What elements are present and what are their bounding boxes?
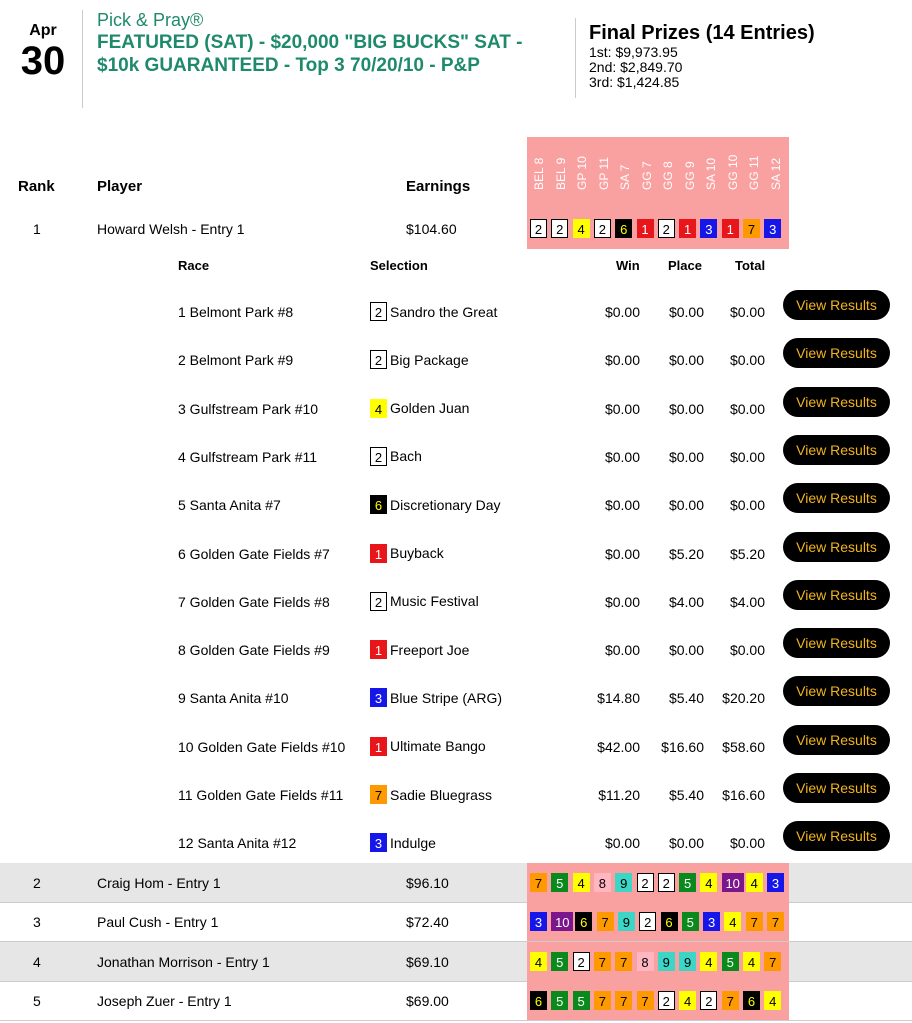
total-cell: $0.00: [729, 642, 765, 659]
post-position-badge: 5: [551, 991, 568, 1010]
place-cell: $4.00: [668, 593, 704, 610]
post-position-badge: 4: [700, 873, 717, 892]
horse-name: Indulge: [390, 834, 436, 851]
race-detail-row: [0, 491, 912, 539]
race-column-label: [744, 155, 764, 190]
total-cell: $4.00: [729, 593, 765, 610]
player-name[interactable]: Paul Cush - Entry 1: [97, 914, 219, 930]
post-position-badge: 7: [767, 912, 784, 931]
horse-name: Golden Juan: [390, 400, 470, 417]
post-position-badge: 7: [743, 219, 760, 238]
race-name: 5 Santa Anita #7: [178, 497, 281, 514]
post-position-badge: 7: [370, 785, 387, 804]
view-results-button[interactable]: View Results: [783, 676, 890, 706]
table-row[interactable]: [0, 942, 912, 982]
post-position-badge: 3: [370, 833, 387, 852]
view-results-button[interactable]: View Results: [783, 387, 890, 417]
selection-cell: [370, 302, 497, 321]
win-cell: $42.00: [597, 738, 640, 755]
race-column-text: GG 10: [725, 154, 740, 190]
race-column-text: BEL 9: [553, 157, 568, 190]
date-day: 30: [20, 39, 66, 83]
horse-name: Music Festival: [390, 593, 479, 610]
horse-name: Sandro the Great: [390, 303, 498, 320]
post-position-badge: 2: [639, 912, 656, 931]
horse-name: Bach: [390, 448, 422, 465]
place-cell: $5.40: [668, 690, 704, 707]
earnings-cell: $69.10: [406, 954, 449, 970]
race-column-text: GG 8: [661, 161, 675, 190]
race-name: 2 Belmont Park #9: [178, 352, 294, 369]
post-position-badge: 6: [743, 991, 760, 1010]
earnings-cell: $72.40: [406, 914, 449, 930]
contest-title: [97, 10, 557, 77]
race-name: 7 Golden Gate Fields #8: [178, 593, 330, 610]
win-cell: $0.00: [604, 448, 640, 465]
post-position-badge: 4: [530, 952, 547, 971]
post-position-badge: 7: [637, 991, 654, 1010]
total-cell: $16.60: [722, 787, 765, 803]
win-cell: $0.00: [604, 304, 640, 320]
race-name: 3 Gulfstream Park #10: [178, 400, 319, 417]
post-position-badge: 5: [573, 991, 590, 1010]
player-name[interactable]: Howard Welsh - Entry 1: [97, 221, 245, 237]
prizes-title: Final Prizes (14 Entries): [589, 22, 815, 44]
race-column-text: GP 11: [596, 157, 611, 190]
post-position-badge: 4: [700, 952, 717, 971]
post-position-badge: 4: [679, 991, 696, 1010]
horse-name: Sadie Bluegrass: [390, 786, 492, 803]
picks-strip: [527, 942, 789, 982]
post-position-badge: 6: [575, 912, 592, 931]
contest-date: [12, 22, 74, 82]
horse-name: Blue Stripe (ARG): [390, 689, 503, 706]
race-detail-row: [0, 346, 912, 394]
rank-cell: 1: [33, 221, 41, 237]
post-position-badge: 4: [370, 399, 387, 418]
race-name: 9 Santa Anita #10: [178, 690, 289, 707]
race-detail-row: [0, 395, 912, 443]
post-position-badge: 5: [722, 952, 739, 971]
place-cell: $0.00: [668, 352, 704, 369]
race-name: 4 Gulfstream Park #11: [178, 448, 318, 465]
total-cell: $0.00: [729, 400, 765, 417]
rank-header: Rank: [18, 178, 55, 195]
total-cell: $0.00: [729, 497, 765, 514]
race-column-text: SA 10: [704, 157, 718, 190]
post-position-badge: 7: [746, 912, 763, 931]
post-position-badge: 1: [679, 219, 696, 238]
post-position-badge: 8: [594, 873, 611, 892]
race-detail-row: [0, 588, 912, 636]
win-cell: $0.00: [604, 497, 640, 514]
race-column-label: [658, 161, 678, 190]
rank-cell: 2: [33, 875, 41, 891]
race-column-text: SA 12: [768, 157, 783, 190]
place-cell: $16.60: [661, 738, 704, 755]
post-position-badge: 4: [764, 991, 781, 1010]
table-row[interactable]: [0, 209, 912, 249]
detail-win-header: Win: [616, 258, 640, 273]
view-results-button[interactable]: View Results: [783, 338, 890, 368]
race-name: 12 Santa Anita #12: [178, 835, 297, 852]
table-row[interactable]: [0, 902, 912, 942]
rank-cell: 4: [33, 954, 41, 970]
post-position-badge: 2: [551, 219, 568, 238]
post-position-badge: 6: [661, 912, 678, 931]
win-cell: $0.00: [604, 835, 640, 852]
win-cell: $14.80: [597, 690, 640, 707]
post-position-badge: 2: [573, 952, 590, 971]
post-position-badge: 2: [530, 219, 547, 238]
selection-cell: [370, 640, 469, 659]
race-column-label: [701, 157, 721, 190]
prize-1st: 1st: $9,973.95: [589, 44, 678, 60]
horse-name: Ultimate Bango: [390, 738, 486, 755]
post-position-badge: 4: [573, 873, 590, 892]
rank-cell: 3: [33, 914, 41, 930]
win-cell: $0.00: [604, 642, 640, 659]
post-position-badge: 2: [658, 991, 675, 1010]
post-position-badge: 7: [594, 991, 611, 1010]
post-position-badge: 7: [594, 952, 611, 971]
view-results-button[interactable]: View Results: [783, 628, 890, 658]
post-position-badge: 5: [682, 912, 699, 931]
post-position-badge: 10: [722, 873, 744, 892]
view-results-button[interactable]: View Results: [783, 773, 890, 803]
post-position-badge: 3: [370, 688, 387, 707]
place-cell: $0.00: [668, 304, 704, 320]
race-name: 1 Belmont Park #8: [178, 304, 294, 320]
post-position-badge: 3: [700, 219, 717, 238]
post-position-badge: 9: [658, 952, 675, 971]
win-cell: $11.20: [598, 787, 640, 803]
total-cell: $5.20: [729, 545, 765, 562]
post-position-badge: 2: [700, 991, 717, 1010]
picks-strip: [527, 209, 789, 249]
post-position-badge: 2: [370, 350, 387, 369]
picks-strip: [527, 981, 789, 1021]
total-cell: $0.00: [729, 352, 765, 369]
post-position-badge: 5: [679, 873, 696, 892]
post-position-badge: 7: [764, 952, 781, 971]
selection-cell: [370, 447, 422, 466]
earnings-cell: $69.00: [406, 993, 449, 1009]
detail-total-header: Total: [735, 258, 766, 273]
post-position-badge: 6: [615, 219, 632, 238]
post-position-badge: 4: [573, 219, 590, 238]
post-position-badge: 6: [530, 991, 547, 1010]
race-column-label: [594, 157, 614, 190]
picks-strip: [527, 902, 789, 942]
place-cell: $0.00: [668, 400, 704, 417]
post-position-badge: 7: [722, 991, 739, 1010]
post-position-badge: 1: [370, 640, 387, 659]
divider: [575, 18, 576, 98]
selection-cell: [370, 544, 444, 563]
post-position-badge: 2: [658, 219, 675, 238]
player-name[interactable]: Jonathan Morrison - Entry 1: [97, 954, 270, 970]
race-column-label: [723, 154, 743, 190]
prize-2nd: 2nd: $2,849.70: [589, 59, 683, 75]
post-position-badge: 10: [551, 912, 573, 931]
race-column-label: [615, 164, 635, 190]
contest-name: FEATURED (SAT) - $20,000 "BIG BUCKS" SAT - $10k GUARANTEED - Top 3 70/20/10 - P&P: [97, 32, 523, 76]
view-results-button[interactable]: View Results: [783, 821, 890, 851]
earnings-cell: $96.10: [406, 875, 449, 891]
post-position-badge: 5: [551, 952, 568, 971]
contest-header: [0, 0, 912, 120]
post-position-badge: 7: [615, 991, 632, 1010]
post-position-badge: 1: [370, 737, 387, 756]
post-position-badge: 7: [597, 912, 614, 931]
win-cell: $0.00: [604, 545, 640, 562]
post-position-badge: 3: [703, 912, 720, 931]
race-column-text: GG 7: [639, 161, 654, 190]
view-results-button[interactable]: View Results: [783, 580, 890, 610]
table-row[interactable]: [0, 981, 912, 1021]
place-cell: $0.00: [668, 448, 704, 465]
selection-cell: [370, 737, 486, 756]
race-name: 11 Golden Gate Fields #11: [178, 787, 344, 803]
post-position-badge: 4: [746, 873, 763, 892]
post-position-badge: 5: [551, 873, 568, 892]
post-position-badge: 2: [370, 592, 387, 611]
detail-race-header: Race: [178, 258, 210, 273]
post-position-badge: 1: [637, 219, 654, 238]
post-position-badge: 9: [615, 873, 632, 892]
win-cell: $0.00: [604, 400, 640, 417]
divider: [82, 10, 83, 108]
rank-cell: 5: [33, 993, 41, 1009]
race-detail-row: [0, 684, 912, 732]
view-results-button[interactable]: View Results: [783, 290, 890, 320]
race-column-text: GG 11: [747, 155, 761, 190]
race-detail-row: [0, 781, 912, 829]
earnings-header: Earnings: [406, 178, 471, 195]
total-cell: $58.60: [722, 738, 765, 755]
selection-cell: [370, 785, 492, 804]
post-position-badge: 2: [370, 447, 387, 466]
post-position-badge: 6: [370, 495, 387, 514]
player-header: Player: [97, 178, 143, 195]
post-position-badge: 2: [594, 219, 611, 238]
post-position-badge: 3: [530, 912, 547, 931]
race-column-label: [572, 156, 592, 190]
win-cell: $0.00: [604, 352, 640, 369]
post-position-badge: 2: [637, 873, 654, 892]
win-cell: $0.00: [604, 593, 640, 610]
race-name: 8 Golden Gate Fields #9: [178, 642, 330, 659]
race-column-label: [766, 157, 786, 190]
race-column-text: BEL 8: [532, 157, 546, 190]
race-column-label: [637, 161, 657, 190]
post-position-badge: 3: [764, 219, 781, 238]
total-cell: $0.00: [729, 448, 765, 465]
selection-cell: [370, 833, 436, 852]
race-detail-row: [0, 443, 912, 491]
selection-cell: [370, 592, 479, 611]
row-divider: [0, 1020, 912, 1021]
race-column-text: GG 9: [682, 161, 697, 190]
race-column-text: GP 10: [575, 156, 589, 190]
post-position-badge: 2: [658, 873, 675, 892]
post-position-badge: 1: [722, 219, 739, 238]
selection-cell: [370, 495, 500, 514]
race-column-label: [529, 157, 549, 190]
post-position-badge: 9: [618, 912, 635, 931]
detail-selection-header: Selection: [370, 258, 428, 273]
race-column-label: [680, 161, 700, 190]
race-detail-row: [0, 829, 912, 877]
race-name: 10 Golden Gate Fields #10: [178, 738, 346, 755]
view-results-button[interactable]: View Results: [783, 435, 890, 465]
race-detail-row: [0, 636, 912, 684]
post-position-badge: 8: [637, 952, 654, 971]
post-position-badge: 4: [724, 912, 741, 931]
race-detail-row: [0, 540, 912, 588]
post-position-badge: 7: [615, 952, 632, 971]
brand-name: Pick & Pray®: [97, 10, 204, 30]
horse-name: Buyback: [390, 545, 444, 561]
player-name[interactable]: Joseph Zuer - Entry 1: [97, 993, 232, 1009]
place-cell: $0.00: [668, 835, 704, 852]
race-name: 6 Golden Gate Fields #7: [178, 545, 330, 562]
view-results-button[interactable]: View Results: [783, 483, 890, 513]
place-cell: $0.00: [668, 497, 704, 514]
post-position-badge: 9: [679, 952, 696, 971]
prize-3rd: 3rd: $1,424.85: [589, 74, 680, 90]
view-results-button[interactable]: View Results: [783, 725, 890, 755]
post-position-badge: 1: [370, 544, 387, 563]
selection-cell: [370, 350, 469, 369]
post-position-badge: 3: [767, 873, 784, 892]
prizes-panel: [589, 22, 815, 90]
total-cell: $0.00: [729, 835, 765, 852]
race-column-label: [551, 157, 571, 190]
horse-name: Big Package: [390, 351, 469, 368]
selection-cell: [370, 688, 502, 707]
post-position-badge: 4: [743, 952, 760, 971]
view-results-button[interactable]: View Results: [783, 532, 890, 562]
horse-name: Freeport Joe: [390, 641, 470, 658]
date-month: Apr: [29, 22, 57, 39]
total-cell: $0.00: [729, 304, 765, 320]
post-position-badge: 2: [370, 302, 387, 321]
selection-cell: [370, 399, 469, 418]
detail-place-header: Place: [668, 258, 702, 273]
horse-name: Discretionary Day: [390, 496, 501, 513]
race-column-text: SA 7: [618, 164, 632, 190]
total-cell: $20.20: [722, 690, 765, 707]
player-name[interactable]: Craig Hom - Entry 1: [97, 875, 221, 891]
place-cell: $0.00: [668, 642, 704, 659]
earnings-cell: $104.60: [406, 221, 457, 237]
place-cell: $5.40: [668, 787, 704, 803]
place-cell: $5.20: [668, 545, 704, 562]
race-detail-row: [0, 298, 912, 346]
race-detail-row: [0, 733, 912, 781]
post-position-badge: 7: [530, 873, 547, 892]
